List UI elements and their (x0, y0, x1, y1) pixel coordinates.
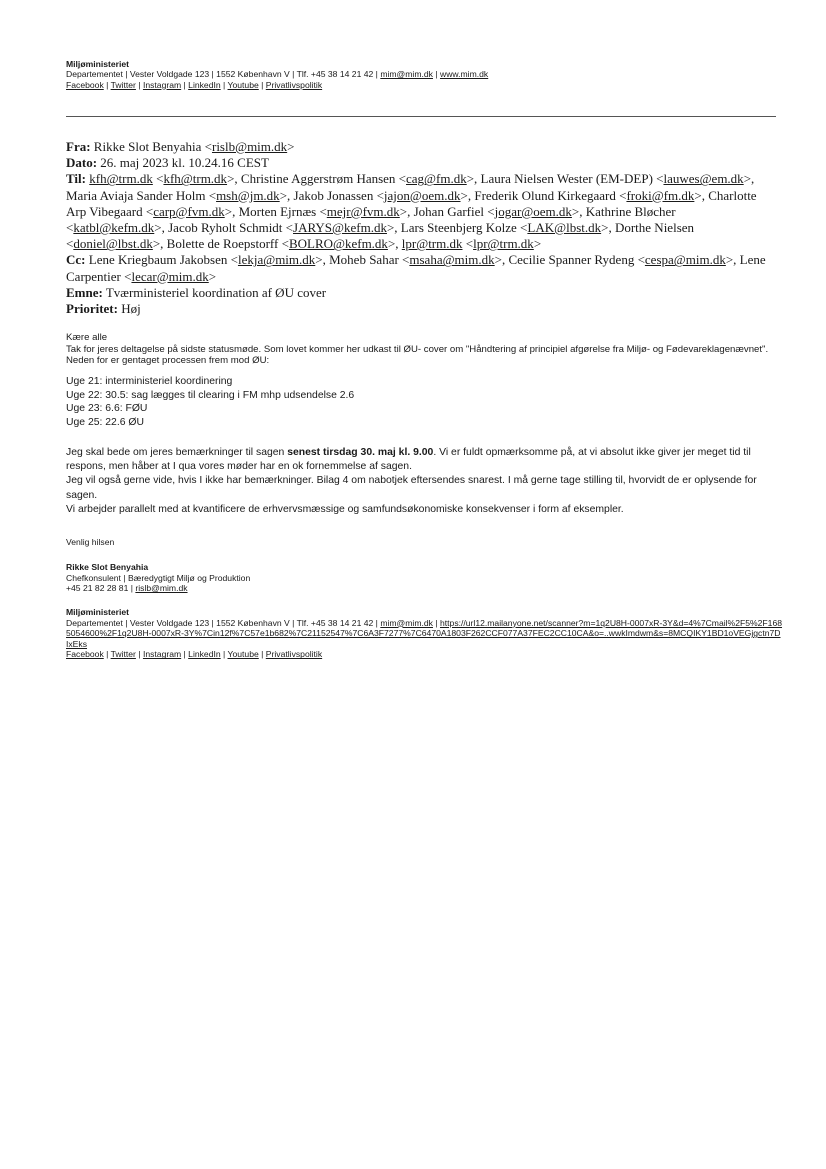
to-recipient-email-link[interactable]: lpr@trm.dk (473, 236, 534, 252)
instagram-link[interactable]: Instagram (142, 79, 182, 90)
to-recipient-text: >, Kathrine Bløcher < (66, 203, 676, 236)
letterhead: Miljøministeriet Departementet | Vester Voldgade 123 | 1552 København V | Tlf. +45 38 14 21 42 | mim@mim.dk | www.mim.dk Facebook | Twitter | Instagram | LinkedIn | Youtube | Privatlivspolitik (66, 59, 776, 90)
footer-address: Departementet | Vester Voldgade 123 | 1552 København V | Tlf. +45 38 14 21 42 | (66, 617, 381, 628)
to-recipient-text: >, Christine Aggerstrøm Hansen < (227, 171, 407, 187)
to-recipient-text: >, Jacob Ryholt Schmidt < (154, 220, 294, 236)
email-intro (66, 332, 776, 367)
to-recipient-text: < (152, 171, 164, 187)
twitter-link[interactable]: Twitter (110, 79, 136, 90)
to-recipient-text: >, Johan Garfiel < (399, 203, 495, 219)
to-recipient-text: >, Maria Aviaja Sander Holm < (66, 171, 755, 203)
cc-recipient-email-link[interactable]: lekja@mim.dk (237, 252, 316, 268)
priority-line: Prioritet: Høj (66, 301, 141, 317)
header-social-links: Facebook | Twitter | Instagram | LinkedIn | Youtube | Privatlivspolitik (66, 79, 323, 90)
to-recipient-email-link[interactable]: kfh@trm.dk (163, 171, 228, 187)
to-recipient-text: >, Bolette de Roepstorff < (152, 236, 289, 252)
from-line: Fra: Rikke Slot Benyahia <rislb@mim.dk> (66, 139, 295, 154)
to-recipient-email-link[interactable]: lpr@trm.dk (401, 236, 463, 252)
to-recipient-email-link[interactable]: LAK@lbst.dk (527, 220, 602, 236)
remarks-paragraph: Jeg vil også gerne vide, hvis I ikke har bemærkninger. Bilag 4 om nabotjek eftersendes snarest. I må gerne tage stilling til, hvorvidt de er oplysende for sagen. (66, 475, 757, 501)
closing: Venlig hilsen (66, 537, 115, 547)
footer: Miljøministeriet Departementet | Vester Voldgade 123 | 1552 København V | Tlf. +45 38 14 21 42 | mim@mim.dk | https://url12.mailanyone.net/scanner?m=1q2U8H-0007xR-3Y&d=4%7Cmail%2F5%2F1685054600%2F1q2U8H-0007xR-3Y%7Cin12f%7C57e1b682%7C21152547%7C6A3F7277%7C6470A1803F262CCF077A37FEC2CC10CA&o=..wwkImdwm&s=8MCQIKY1BD1oVEGjgctn7DIxEks Facebook | Twitter | Instagram | LinkedIn | Youtube | Privatlivspolitik (66, 607, 783, 660)
deadline: senest tirsdag 30. maj kl. 9.00 (287, 447, 434, 458)
to-recipient-email-link[interactable]: carp@fvm.dk (153, 203, 225, 219)
cc-recipients (66, 252, 766, 283)
youtube-link[interactable]: Youtube (227, 649, 259, 660)
to-recipient-email-link[interactable]: jogar@oem.dk (494, 203, 572, 219)
to-recipient-email-link[interactable]: BOLRO@kefm.dk (288, 236, 388, 252)
to-recipient-email-link[interactable]: froki@fm.dk (626, 187, 695, 203)
to-recipient-text: >, (387, 236, 402, 252)
to-recipient-email-link[interactable]: cag@fm.dk (406, 171, 467, 187)
linkedin-link[interactable]: LinkedIn (188, 79, 221, 90)
greeting: Kære alle (66, 332, 108, 343)
header-website-link[interactable]: www.mim.dk (439, 69, 489, 80)
schedule-item: Uge 23: 6.6: FØU (66, 403, 148, 415)
to-recipient-email-link[interactable]: mejr@fvm.dk (326, 203, 400, 219)
cc-recipient-email-link[interactable]: msaha@mim.dk (409, 252, 495, 268)
quantify-paragraph: Vi arbejder parallelt med at kvantificere de erhvervsmæssige og samfundsøkonomiske konsekvenser i form af eksempler. (66, 503, 624, 515)
header-address: Departementet | Vester Voldgade 123 | 1552 København V | Tlf. +45 38 14 21 42 | (66, 69, 381, 80)
signature-email-link[interactable]: rislb@mim.dk (135, 583, 188, 594)
subject-line: Emne: Tværministeriel koordination af ØU cover (66, 284, 327, 300)
to-recipient-text: >, Laura Nielsen Wester (EM-DEP) < (466, 171, 664, 187)
header-email-link[interactable]: mim@mim.dk (380, 69, 433, 80)
deadline-paragraph: Jeg skal bede om jeres bemærkninger til sagen senest tirsdag 30. maj kl. 9.00. Vi er fuldt opmærksomme på, at vi absolut ikke giver jer meget tid til respons, men håber at I qua vores møder har en ok fornemmelse af sagen. (66, 447, 751, 473)
cc-recipient-text: Lene Kriegbaum Jakobsen < (85, 252, 238, 268)
facebook-link[interactable]: Facebook (66, 649, 104, 660)
to-recipient-email-link[interactable]: lauwes@em.dk (663, 171, 744, 187)
from-email-link[interactable]: rislb@mim.dk (211, 139, 288, 154)
footer-email-link[interactable]: mim@mim.dk (380, 617, 433, 628)
signature-name: Rikke Slot Benyahia (66, 562, 149, 572)
footer-org: Miljøministeriet (66, 607, 130, 617)
facebook-link[interactable]: Facebook (66, 79, 104, 90)
privacy-link[interactable]: Privatlivspolitik (265, 649, 323, 660)
privacy-link[interactable]: Privatlivspolitik (265, 79, 323, 90)
to-recipient-email-link[interactable]: msh@jm.dk (216, 187, 280, 203)
cc-recipient-text: >, Moheb Sahar < (315, 252, 410, 268)
twitter-link[interactable]: Twitter (110, 649, 136, 660)
cc-line: Cc: Lene Kriegbaum Jakobsen <lekja@mim.dk>, Moheb Sahar <msaha@mim.dk>, Cecilie Spanner Rydeng <cespa@mim.dk>, Lene Carpentier <lecar@mim.dk> (66, 252, 766, 284)
to-recipient-email-link[interactable]: JARYS@kefm.dk (293, 220, 387, 236)
to-line: Til: kfh@trm.dk <kfh@trm.dk>, Christine Aggerstrøm Hansen <cag@fm.dk>, Laura Nielsen Wester (EM-DEP) <lauwes@em.dk>, Maria Aviaja Sander Holm <msh@jm.dk>, Jakob Jonassen <jajon@oem.dk>, Frederik Olund Kirkegaard <froki@fm.dk>, Charlotte Arp Vibegaard <carp@fvm.dk>, Morten Ejrnæs <mejr@fvm.dk>, Johan Garfiel <jogar@oem.dk>, Kathrine Bløcher <katbl@kefm.dk>, Jacob Ryholt Schmidt <JARYS@kefm.dk>, Lars Steenbjerg Kolze <LAK@lbst.dk>, Dorthe Nielsen <doniel@lbst.dk>, Bolette de Roepstorff <BOLRO@kefm.dk>, lpr@trm.dk <lpr@trm.dk> (66, 171, 757, 252)
schedule-item: Uge 22: 30.5: sag lægges til clearing i FM mhp udsendelse 2.6 (66, 389, 355, 401)
to-recipients (66, 171, 757, 251)
signature-phone: +45 21 82 28 81 | (66, 583, 136, 594)
linkedin-link[interactable]: LinkedIn (188, 649, 221, 660)
cc-recipient-text: >, Cecilie Spanner Rydeng < (494, 252, 645, 268)
instagram-link[interactable]: Instagram (142, 649, 182, 660)
to-recipient-text: >, Frederik Olund Kirkegaard < (460, 187, 627, 203)
to-recipient-text: >, Charlotte Arp Vibegaard < (66, 187, 757, 219)
email-metadata (66, 139, 776, 317)
org-name: Miljøministeriet (66, 59, 130, 69)
date-line: Dato: 26. maj 2023 kl. 10.24.16 CEST (66, 155, 269, 171)
signature (66, 562, 782, 594)
to-recipient-text: < (462, 236, 474, 252)
to-recipient-email-link[interactable]: kfh@trm.dk (89, 171, 153, 187)
schedule-list (66, 375, 776, 429)
to-recipient-text: >, Morten Ejrnæs < (224, 203, 327, 219)
header-divider (66, 116, 776, 117)
cc-recipient-text: >, Lene Carpentier < (66, 252, 766, 284)
to-recipient-email-link[interactable]: doniel@lbst.dk (73, 236, 153, 252)
cc-recipient-text: > (208, 268, 217, 284)
footer-url-link[interactable]: https://url12.mailanyone.net/scanner?m=1q2U8H-0007xR-3Y&d=4%7Cmail%2F5%2F1685054600%2F1q2U8H-0007xR-3Y%7Cin12f%7C57e1b682%7C21152547%7C6A3F7277%7C6470A1803F262CCF077A37FEC2CC10CA&o=..wwkImdwm&s=8MCQIKY1BD1oVEGjgctn7DIxEks (66, 617, 783, 649)
email-body (66, 446, 778, 517)
signature-title: Chefkonsulent | Bæredygtigt Miljø og Produktion (66, 572, 251, 583)
to-recipient-email-link[interactable]: katbl@kefm.dk (73, 220, 155, 236)
to-recipient-text: >, Jakob Jonassen < (279, 187, 384, 203)
to-recipient-text: >, Lars Steenbjerg Kolze < (386, 220, 528, 236)
cc-recipient-email-link[interactable]: lecar@mim.dk (131, 268, 209, 284)
schedule-item: Uge 25: 22.6 ØU (66, 416, 144, 428)
footer-social-links: Facebook | Twitter | Instagram | LinkedIn | Youtube | Privatlivspolitik (66, 649, 323, 660)
intro-paragraph: Tak for jeres deltagelse på sidste statusmøde. Som lovet kommer her udkast til ØU- cover om "Håndtering af principiel afgørelse fra Miljø- og Fødevareklagenævnet". Neden for er gentaget processen frem mod ØU: (66, 343, 769, 367)
schedule-item: Uge 21: interministeriel koordinering (66, 376, 233, 387)
cc-recipient-email-link[interactable]: cespa@mim.dk (644, 252, 726, 268)
youtube-link[interactable]: Youtube (227, 79, 259, 90)
to-recipient-email-link[interactable]: jajon@oem.dk (383, 187, 461, 203)
to-recipient-text: > (533, 236, 542, 252)
to-recipient-text: >, Dorthe Nielsen < (66, 220, 695, 252)
